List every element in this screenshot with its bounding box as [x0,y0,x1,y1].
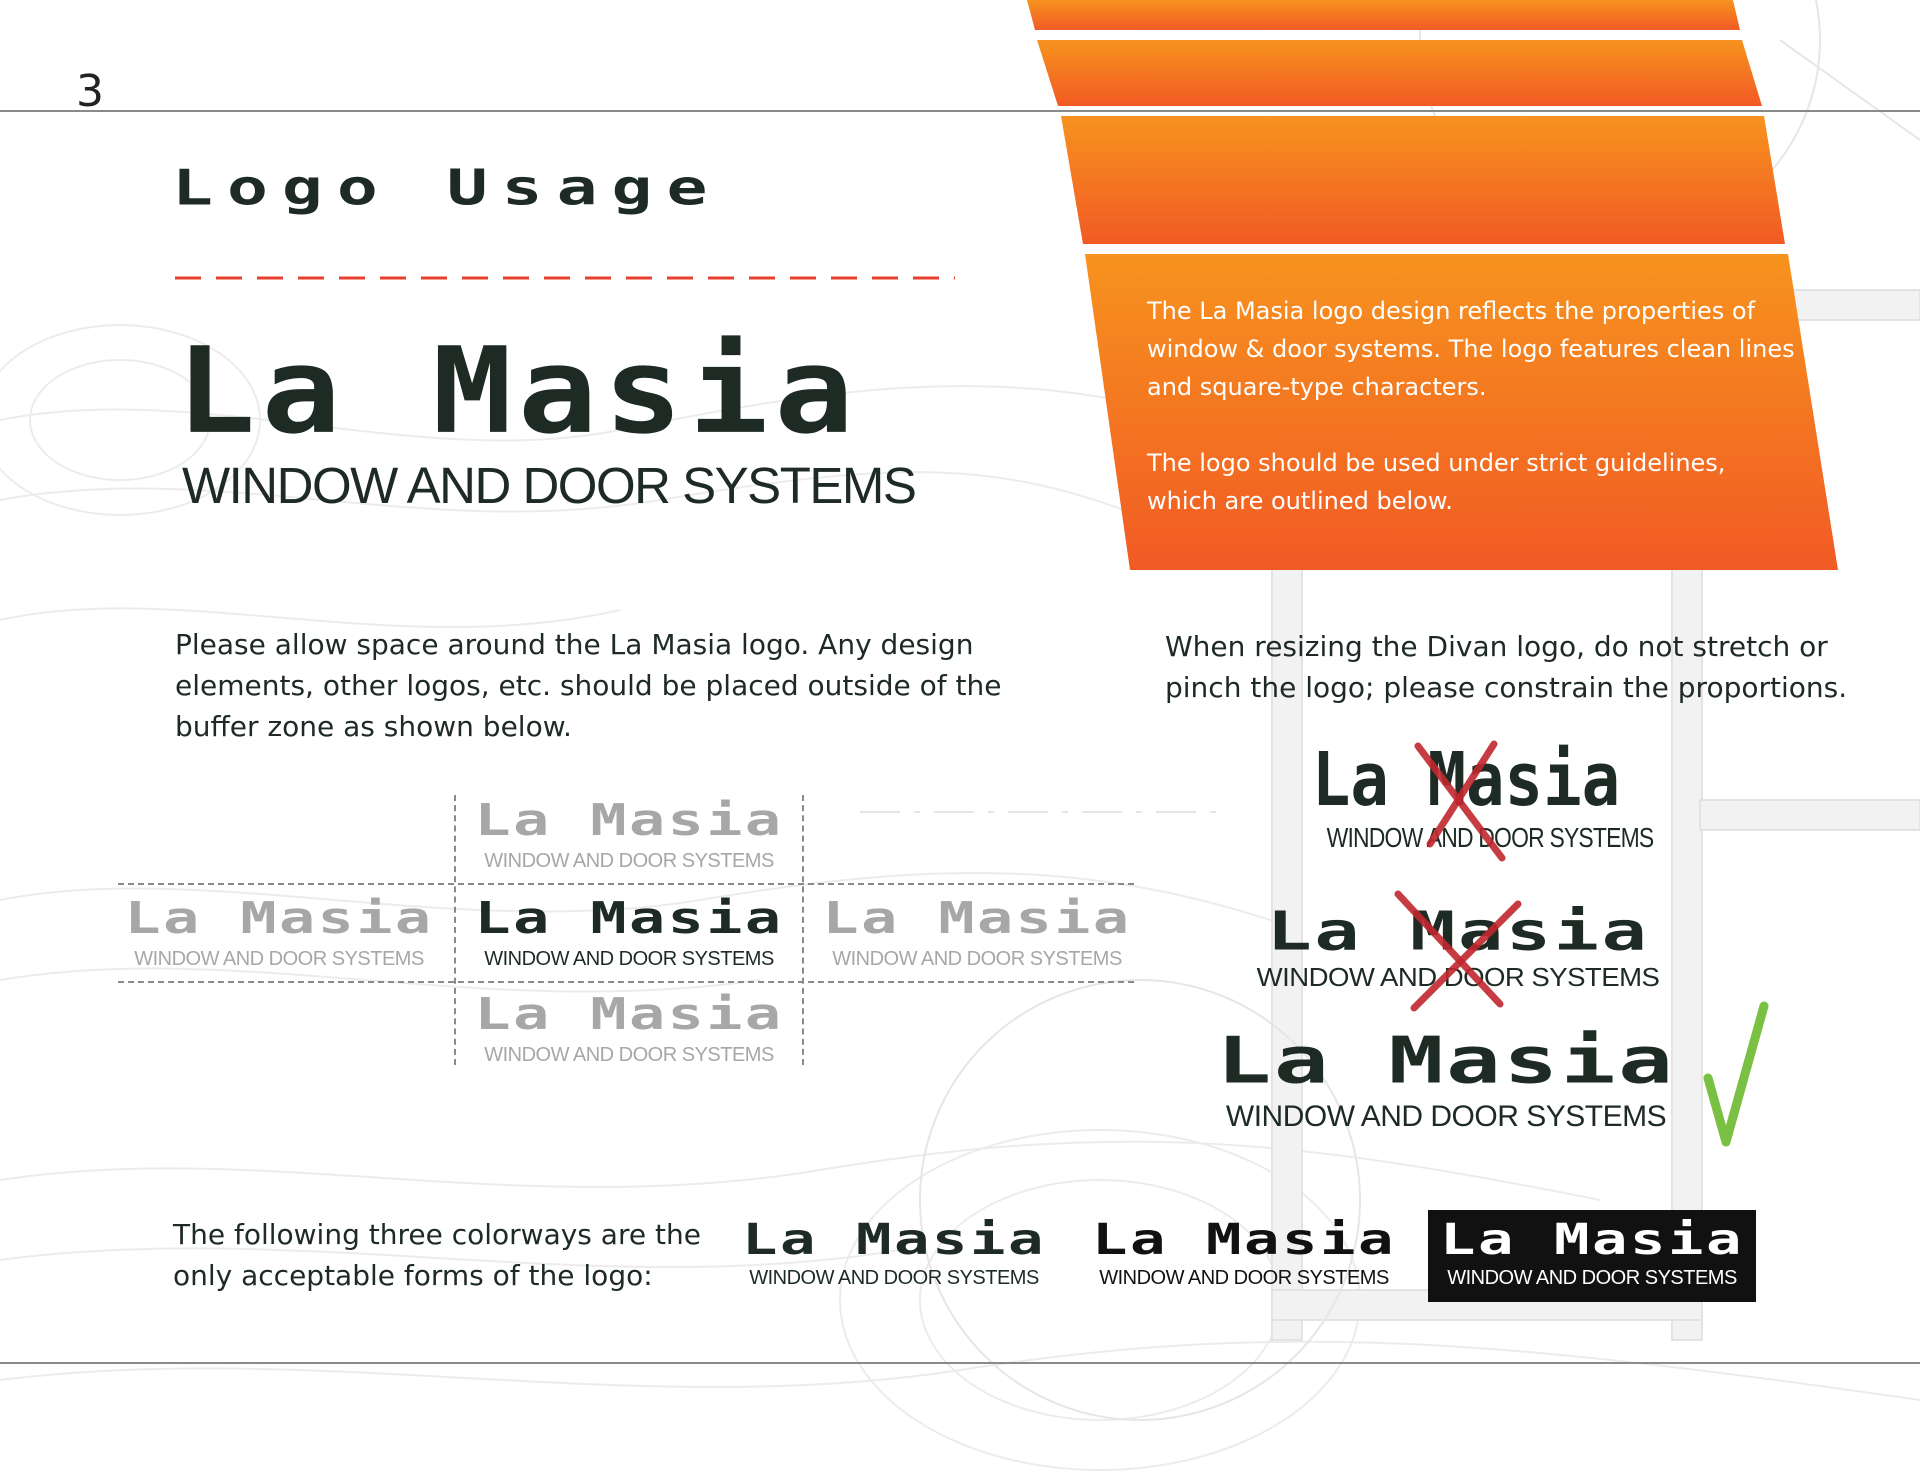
bottom-rule [0,1362,1920,1364]
buffer-zone-diagram [118,795,1134,1065]
logo-tagline: WINDOW AND DOOR SYSTEMS [832,948,1122,970]
buffer-logo-bottom [468,989,790,1066]
logo-tagline: WINDOW AND DOOR SYSTEMS [749,1267,1039,1289]
logo-tagline: WINDOW AND DOOR SYSTEMS [1256,962,1660,992]
buffer-guide-horizontal-bottom [118,981,1134,983]
main-logo [176,322,1006,514]
logo-tagline: WINDOW AND DOOR SYSTEMS [1447,1267,1737,1289]
logo-name: La Masia [1216,1022,1676,1098]
buffer-logo-right [816,893,1138,970]
red-x-icon [1368,886,1538,1012]
intro-text [1147,292,1797,520]
logo-tagline: WINDOW AND DOOR SYSTEMS [1326,822,1654,853]
intro-paragraph-1: The La Masia logo design reflects the properties of window & door systems. The logo features clean lines and square-type characters. [1147,297,1795,401]
colorway-logo-2 [1088,1214,1400,1289]
logo-name: La Masia [474,795,784,846]
page-number: 3 [76,66,104,117]
logo-tagline: WINDOW AND DOOR SYSTEMS [1099,1267,1389,1289]
buffer-logo-center [468,893,790,970]
logo-name: La Masia [822,893,1132,944]
resize-example-correct [1204,1022,1688,1133]
main-logo-name: La Masia [176,322,860,461]
logo-name: La Masia [474,989,784,1040]
logo-name: La Masia [1311,738,1621,824]
top-rule [0,110,1920,112]
logo-tagline: WINDOW AND DOOR SYSTEMS [134,948,424,970]
page-heading: Logo Usage [172,160,722,217]
logo-name: La Masia [1266,901,1650,963]
colorways-text: The following three colorways are the only acceptable forms of the logo: [173,1218,701,1292]
buffer-guide-horizontal-top [118,883,1134,885]
logo-name: La Masia [474,893,784,944]
colorway-logo-1 [738,1214,1050,1289]
green-checkmark-icon [1702,1000,1772,1150]
logo-tagline: WINDOW AND DOOR SYSTEMS [484,948,774,970]
buffer-zone-text: Please allow space around the La Masia logo. Any design elements, other logos, etc. should be placed outside of the buffer zone as shown below. [175,628,1002,743]
logo-name: La Masia [124,893,434,944]
logo-name: La Masia [741,1214,1047,1264]
resize-text: When resizing the Divan logo, do not stretch or pinch the logo; please constrain the proportions. [1165,630,1848,704]
red-x-icon [1390,740,1540,870]
logo-name: La Masia [1091,1214,1397,1264]
logo-tagline: WINDOW AND DOOR SYSTEMS [484,1044,774,1066]
intro-paragraph-2: The logo should be used under strict guidelines, which are outlined below. [1147,449,1726,515]
logo-tagline: WINDOW AND DOOR SYSTEMS [484,850,774,872]
logo-name: La Masia [1439,1214,1745,1264]
main-logo-tagline: WINDOW AND DOOR SYSTEMS [182,457,916,514]
buffer-logo-left [118,893,440,970]
buffer-logo-top [468,795,790,872]
colorway-logo-3 [1436,1214,1748,1289]
colorway-logo-3-box [1428,1210,1756,1302]
logo-tagline: WINDOW AND DOOR SYSTEMS [1225,1100,1667,1133]
